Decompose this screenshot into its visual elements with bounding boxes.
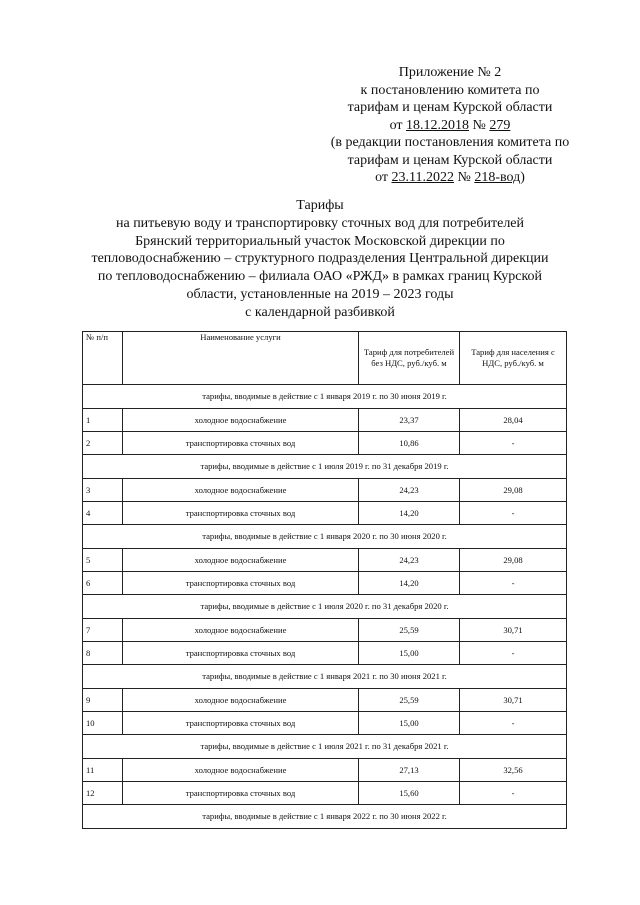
- period-label: тарифы, вводимые в действие с 1 июля 2021 г. по 31 декабря 2021 г.: [83, 735, 567, 759]
- row-tariff-vat: -: [460, 502, 567, 525]
- title-line: на питьевую воду и транспортировку сточных вод для потребителей: [115, 215, 525, 231]
- row-tariff-vat: 30,71: [460, 619, 567, 642]
- row-tariff-no-vat: 25,59: [359, 619, 460, 642]
- row-num: 10: [83, 712, 123, 735]
- appendix-title: Приложение № 2: [398, 65, 502, 80]
- row-tariff-no-vat: 24,23: [359, 549, 460, 572]
- table-row: [83, 572, 567, 595]
- appendix-text: №: [469, 117, 490, 133]
- row-num: 9: [83, 689, 123, 712]
- appendix-text: от: [389, 117, 407, 133]
- row-service: холодное водоснабжение: [123, 479, 359, 502]
- table-row: [83, 409, 567, 432]
- period-label: тарифы, вводимые в действие с 1 января 2022 г. по 30 июня 2022 г.: [83, 805, 567, 829]
- row-service: транспортировка сточных вод: [123, 572, 359, 595]
- row-tariff-vat: 30,71: [460, 689, 567, 712]
- row-num: 11: [83, 759, 123, 782]
- row-service: холодное водоснабжение: [123, 549, 359, 572]
- row-tariff-vat: -: [460, 572, 567, 595]
- row-num: 12: [83, 782, 123, 805]
- title-line: области, установленные на 2019 – 2023 годы: [186, 286, 454, 302]
- period-label: тарифы, вводимые в действие с 1 января 2019 г. по 30 июня 2019 г.: [83, 385, 567, 409]
- header-tariff-no-vat: Тариф для потребителей без НДС, руб./куб. м: [359, 332, 460, 385]
- appendix-edit-line: [300, 169, 600, 187]
- header-service-name: Наименование услуги: [123, 332, 359, 385]
- row-tariff-vat: 32,56: [460, 759, 567, 782]
- table-row: [83, 782, 567, 805]
- row-tariff-no-vat: 15,60: [359, 782, 460, 805]
- row-tariff-vat: -: [460, 432, 567, 455]
- table-row: [83, 642, 567, 665]
- row-num: 3: [83, 479, 123, 502]
- period-row: [83, 455, 567, 479]
- table-header-row: [83, 332, 567, 385]
- appendix-line: к постановлению комитета по: [360, 82, 540, 98]
- edit-number: 218-вод: [474, 170, 521, 185]
- period-row: [83, 595, 567, 619]
- row-service: холодное водоснабжение: [123, 759, 359, 782]
- table-row: [83, 502, 567, 525]
- appendix-line: тарифам и ценам Курской области: [347, 152, 553, 168]
- period-label: тарифы, вводимые в действие с 1 января 2021 г. по 30 июня 2021 г.: [83, 665, 567, 689]
- period-row: [83, 735, 567, 759]
- period-label: тарифы, вводимые в действие с 1 января 2020 г. по 30 июня 2020 г.: [83, 525, 567, 549]
- tariffs-table: [82, 331, 567, 829]
- row-tariff-vat: 28,04: [460, 409, 567, 432]
- row-num: 6: [83, 572, 123, 595]
- row-service: транспортировка сточных вод: [123, 782, 359, 805]
- appendix-decree-line: [300, 117, 600, 135]
- period-label: тарифы, вводимые в действие с 1 июля 2020 г. по 31 декабря 2020 г.: [83, 595, 567, 619]
- table-row: [83, 549, 567, 572]
- period-row: [83, 385, 567, 409]
- row-tariff-vat: -: [460, 712, 567, 735]
- row-num: 2: [83, 432, 123, 455]
- row-service: транспортировка сточных вод: [123, 502, 359, 525]
- row-service: холодное водоснабжение: [123, 619, 359, 642]
- row-tariff-vat: 29,08: [460, 479, 567, 502]
- table-row: [83, 712, 567, 735]
- row-tariff-no-vat: 15,00: [359, 642, 460, 665]
- row-tariff-no-vat: 15,00: [359, 712, 460, 735]
- row-num: 8: [83, 642, 123, 665]
- title-line: Брянский территориальный участок Московской дирекции по: [135, 233, 505, 249]
- appendix-text: ): [520, 170, 525, 185]
- table-row: [83, 432, 567, 455]
- decree-number: 279: [489, 117, 511, 133]
- row-tariff-vat: -: [460, 782, 567, 805]
- row-tariff-no-vat: 14,20: [359, 572, 460, 595]
- period-label: тарифы, вводимые в действие с 1 июля 2019 г. по 31 декабря 2019 г.: [83, 455, 567, 479]
- row-service: транспортировка сточных вод: [123, 642, 359, 665]
- header-tariff-vat: Тариф для населения с НДС, руб./куб. м: [460, 332, 567, 385]
- table-row: [83, 479, 567, 502]
- row-service: холодное водоснабжение: [123, 409, 359, 432]
- header-num: № п/п: [83, 332, 123, 385]
- appendix-line: тарифам и ценам Курской области: [347, 100, 553, 115]
- title-heading: Тарифы: [296, 198, 344, 213]
- period-row: [83, 805, 567, 829]
- row-num: 7: [83, 619, 123, 642]
- period-row: [83, 525, 567, 549]
- row-service: транспортировка сточных вод: [123, 432, 359, 455]
- appendix-block: [300, 64, 600, 187]
- table-row: [83, 759, 567, 782]
- title-line: с календарной разбивкой: [245, 304, 395, 320]
- period-row: [83, 665, 567, 689]
- row-tariff-no-vat: 23,37: [359, 409, 460, 432]
- row-tariff-vat: -: [460, 642, 567, 665]
- row-tariff-no-vat: 24,23: [359, 479, 460, 502]
- appendix-text: от: [375, 170, 392, 185]
- row-tariff-no-vat: 27,13: [359, 759, 460, 782]
- appendix-text: №: [453, 170, 475, 185]
- row-service: холодное водоснабжение: [123, 689, 359, 712]
- row-tariff-no-vat: 25,59: [359, 689, 460, 712]
- row-tariff-no-vat: 14,20: [359, 502, 460, 525]
- table-row: [83, 689, 567, 712]
- decree-date: 18.12.2018: [406, 117, 470, 133]
- row-num: 1: [83, 409, 123, 432]
- table-row: [83, 619, 567, 642]
- row-service: транспортировка сточных вод: [123, 712, 359, 735]
- appendix-line: (в редакции постановления комитета по: [330, 135, 570, 150]
- row-tariff-vat: 29,08: [460, 549, 567, 572]
- document-title: [70, 197, 570, 322]
- title-line: по тепловодоснабжению – филиала ОАО «РЖД» в рамках границ Курской: [97, 269, 543, 285]
- title-line: тепловодоснабжению – структурного подразделения Центральной дирекции: [91, 251, 549, 267]
- row-tariff-no-vat: 10,86: [359, 432, 460, 455]
- row-num: 4: [83, 502, 123, 525]
- edit-date: 23.11.2022: [391, 170, 454, 185]
- row-num: 5: [83, 549, 123, 572]
